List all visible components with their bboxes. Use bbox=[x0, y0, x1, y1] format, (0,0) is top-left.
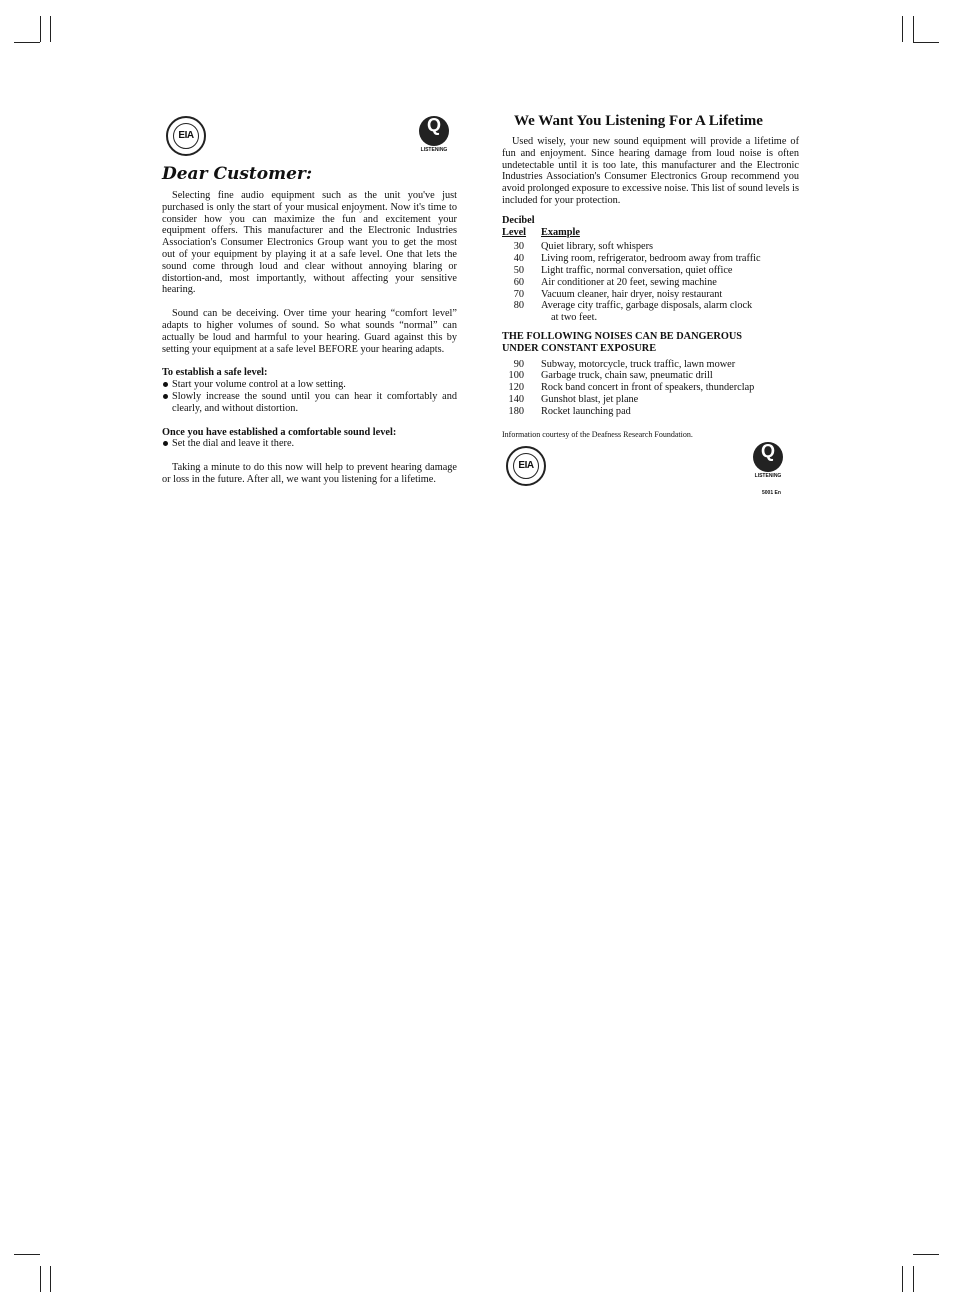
crop-mark bbox=[14, 42, 40, 43]
page-title: Dear Customer: bbox=[162, 164, 313, 184]
logo-row bbox=[162, 112, 457, 164]
crop-mark bbox=[50, 1266, 51, 1292]
table-row: 80 Average city traffic, garbage disposals, alarm clock bbox=[513, 300, 753, 312]
listening-lifetime-column bbox=[502, 112, 799, 494]
dear-customer-column bbox=[162, 112, 457, 486]
list-item: Start your volume control at a low setting. bbox=[162, 379, 457, 391]
decibel-table bbox=[502, 227, 761, 324]
table-row: 70 Vacuum cleaner, hair dryer, noisy restaurant bbox=[513, 288, 723, 300]
logo-row bbox=[502, 440, 799, 494]
danger-heading-line-2: UNDER CONSTANT EXPOSURE bbox=[502, 342, 657, 354]
crop-mark bbox=[913, 16, 914, 42]
crop-mark bbox=[902, 16, 903, 42]
crop-mark bbox=[14, 1254, 40, 1255]
table-row: 60 Air conditioner at 20 feet, sewing machine bbox=[513, 276, 717, 288]
crop-mark bbox=[913, 42, 939, 43]
table-row: 140 Gunshot blast, jet plane bbox=[508, 393, 639, 405]
safe-level-list bbox=[162, 379, 457, 414]
list-item: Set the dial and leave it there. bbox=[162, 438, 457, 450]
table-row: 90 Subway, motorcycle, truck traffic, lawn mower bbox=[513, 358, 736, 370]
closing-paragraph: Taking a minute to do this now will help to prevent hearing damage or loss in the future. After all, we want you listening for a lifetime. bbox=[162, 462, 457, 485]
list-item: Slowly increase the sound until you can hear it comfortably and clearly, and without distortion. bbox=[162, 391, 457, 415]
eia-seal-icon: EIA bbox=[166, 116, 206, 156]
intro-paragraph: Selecting fine audio equipment such as the unit you've just purchased is only the start of your musical enjoyment. Now it's time to consider how you can maximize the fun and excitement your equipment offers. This manufacturer and the Electronic Industries Association's Consumer Electronics Group want you to get the most out of your equipment by playing it at a safe level. One that lets the sound come through loud and clear without annoying blaring or distortion-and, most importantly, without affecting your sensitive hearing. bbox=[162, 190, 457, 296]
comfortable-level-heading: Once you have established a comfortable sound level: bbox=[162, 426, 397, 438]
table-row: 180 Rocket launching pad bbox=[508, 405, 631, 417]
table-header bbox=[502, 227, 761, 239]
table-row: at two feet. bbox=[551, 312, 598, 324]
table-row: 40 Living room, refrigerator, bedroom away from traffic bbox=[513, 253, 761, 265]
crop-mark bbox=[913, 1254, 939, 1255]
intro-paragraph: Used wisely, your new sound equipment will provide a lifetime of fun and enjoyment. Since hearing damage from loud noise is often undetectable until it is too late, this manufacturer and the Electronic Industries Association's Consumer Electronics Group recommend you avoid prolonged exposure to excessive noise. This list of sound levels is included for your protection. bbox=[502, 136, 799, 206]
crop-mark bbox=[902, 1266, 903, 1292]
table-row: 120 Rock band concert in front of speakers, thunderclap bbox=[508, 382, 755, 394]
table-row: 100 Garbage truck, chain saw, pneumatic drill bbox=[508, 370, 713, 382]
crop-mark bbox=[50, 16, 51, 42]
crop-mark bbox=[913, 1266, 914, 1292]
crop-mark bbox=[40, 16, 41, 42]
danger-heading: THE FOLLOWING NOISES CAN BE DANGEROUS bbox=[502, 330, 743, 342]
example-column-header: Example bbox=[541, 226, 580, 238]
listening-q-logo-icon: Q LISTENING bbox=[754, 440, 782, 479]
safe-level-heading: To establish a safe level: bbox=[162, 367, 268, 379]
eia-seal-icon: EIA bbox=[506, 446, 546, 486]
decibel-label: Decibel bbox=[502, 214, 535, 226]
comfortable-level-list bbox=[162, 438, 457, 450]
source-note: Information courtesy of the Deafness Research Foundation. bbox=[502, 429, 693, 439]
section-title: We Want You Listening For A Lifetime bbox=[514, 113, 763, 129]
level-column-header: Level bbox=[502, 226, 527, 238]
crop-mark bbox=[40, 1266, 41, 1292]
table-row: 50 Light traffic, normal conversation, quiet office bbox=[513, 264, 733, 276]
deceiving-paragraph: Sound can be deceiving. Over time your hearing “comfort level” adapts to higher volumes of sound. So what sounds “normal” can actually be loud and harmful to your hearing. Guard against this by setting your equipment at a safe level BEFORE your hearing adapts. bbox=[162, 308, 457, 355]
table-row: 30 Quiet library, soft whispers bbox=[513, 241, 654, 253]
listening-q-logo-icon: Q LISTENING bbox=[420, 115, 448, 153]
danger-table bbox=[502, 359, 754, 418]
document-code: 5001 En bbox=[762, 489, 781, 496]
